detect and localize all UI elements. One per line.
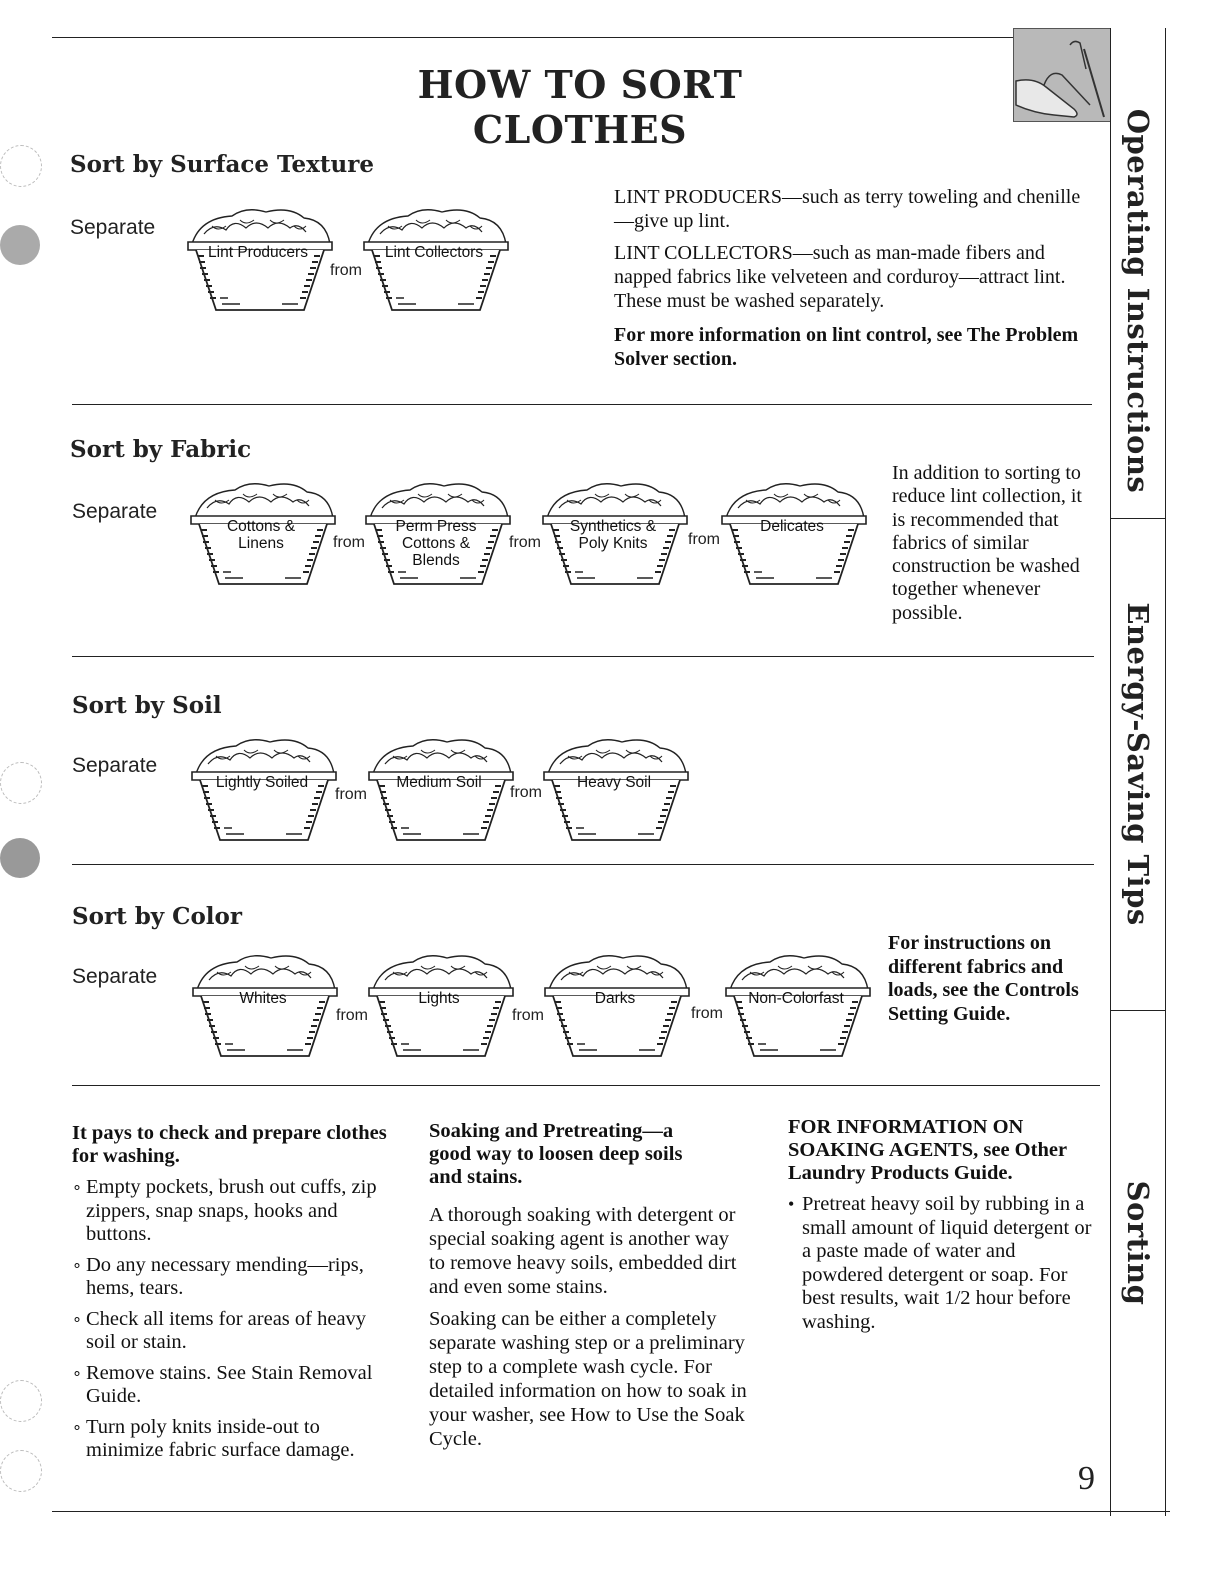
lint-notes xyxy=(614,185,1092,379)
basket-lightly-soiled xyxy=(186,734,338,844)
basket-darks xyxy=(539,950,691,1060)
top-rule xyxy=(52,37,1108,38)
column-soaking xyxy=(429,1120,747,1459)
side-tab-operating[interactable] xyxy=(1111,28,1165,519)
from-label: from xyxy=(509,534,541,551)
lint-collectors-note: LINT COLLECTORS—such as man-made fibers and napped fabrics like velveteen and corduroy—attract lint. These must be washed separately. xyxy=(614,242,1066,312)
hand-pointing-icon xyxy=(1013,28,1111,122)
side-tab-sorting[interactable] xyxy=(1111,1010,1165,1515)
from-label: from xyxy=(512,1007,544,1024)
list-item: ∘ Remove stains. See Stain Removal Guide. xyxy=(72,1362,392,1409)
controls-guide-note: For instructions on different fabrics and loads, see the Controls Setting Guide. xyxy=(888,932,1079,1025)
basket-synthetics xyxy=(537,478,689,588)
from-label: from xyxy=(335,786,367,803)
from-label: from xyxy=(691,1005,723,1022)
basket-perm-press xyxy=(360,478,512,588)
basket-lights xyxy=(363,950,515,1060)
basket-label: Lightly Soiled xyxy=(215,774,309,791)
basket-medium-soil xyxy=(363,734,515,844)
basket-cottons-linens xyxy=(185,478,337,588)
binder-hole xyxy=(0,1380,42,1422)
side-tab-energy[interactable] xyxy=(1111,518,1165,1011)
from-label: from xyxy=(688,531,720,548)
section-divider xyxy=(72,404,1092,405)
basket-label: Medium Soil xyxy=(396,774,482,791)
section-heading-color: Sort by Color xyxy=(72,903,242,930)
soaking-paragraph: Soaking can be either a completely separate washing step or a preliminary step to a complete wash cycle. For detailed information on how to soak in your washer, see How to Use the Soak Cycle. xyxy=(429,1308,747,1450)
basket-label: Perm Press Cottons & Blends xyxy=(395,518,477,569)
basket-whites xyxy=(187,950,339,1060)
binder-hole xyxy=(0,762,42,804)
side-tab-label: Sorting xyxy=(1121,1180,1155,1305)
from-label: from xyxy=(330,262,362,279)
section-divider xyxy=(72,656,1094,657)
basket-label: Delicates xyxy=(760,518,824,535)
basket-label: Whites xyxy=(239,990,287,1007)
prepare-heading: It pays to check and prepare clothes for washing. xyxy=(72,1122,387,1167)
section-divider xyxy=(72,1085,1100,1086)
basket-label: Non-Colorfast xyxy=(748,990,844,1007)
side-tab-label: Operating Instructions xyxy=(1121,108,1155,494)
lint-producers-note: LINT PRODUCERS—such as terry toweling and chenille—give up lint. xyxy=(614,186,1081,232)
binder-hole xyxy=(0,145,42,187)
fabric-note: In addition to sorting to reduce lint collection, it is recommended that fabrics of similar construction be washed together whenever possible. xyxy=(892,462,1082,624)
basket-non-colorfast xyxy=(720,950,872,1060)
basket-heavy-soil xyxy=(538,734,690,844)
basket-label: Cottons & Linens xyxy=(226,518,296,552)
basket-lint-collectors xyxy=(358,204,510,314)
basket-label: Lint Collectors xyxy=(384,244,484,261)
page-number: 9 xyxy=(1078,1460,1095,1497)
separate-label: Separate xyxy=(72,754,158,777)
lint-control-note: For more information on lint control, see The Problem Solver section. xyxy=(614,324,1079,370)
side-tab-label: Energy-Saving Tips xyxy=(1121,602,1155,926)
binder-hole xyxy=(0,225,40,265)
list-item: ∘ Do any necessary mending—rips, hems, tears. xyxy=(72,1254,392,1301)
basket-label: Lint Producers xyxy=(208,244,308,261)
bottom-rule xyxy=(52,1511,1170,1512)
soaking-paragraph: A thorough soaking with detergent or special soaking agent is another way to remove heavy soils, embedded dirt and even some stains. xyxy=(429,1204,737,1298)
agents-list xyxy=(788,1193,1094,1334)
agents-heading: FOR INFORMATION ON SOAKING AGENTS, see Other Laundry Products Guide. xyxy=(788,1116,1067,1184)
side-tab-bar xyxy=(1110,28,1166,1516)
column-agents xyxy=(788,1116,1094,1341)
prepare-list xyxy=(72,1176,392,1463)
section-heading-texture: Sort by Surface Texture xyxy=(70,151,374,178)
from-label: from xyxy=(333,534,365,551)
from-label: from xyxy=(510,784,542,801)
basket-label: Synthetics & Poly Knits xyxy=(569,518,657,552)
section-heading-fabric: Sort by Fabric xyxy=(70,436,252,463)
basket-label: Darks xyxy=(594,990,636,1007)
soaking-heading: Soaking and Pretreating—a good way to loosen deep soils and stains. xyxy=(429,1120,683,1188)
from-label: from xyxy=(336,1007,368,1024)
page-title: HOW TO SORT CLOTHES xyxy=(417,62,743,152)
section-heading-soil: Sort by Soil xyxy=(72,692,222,719)
list-item: ∘ Check all items for areas of heavy soil or stain. xyxy=(72,1308,392,1355)
separate-label: Separate xyxy=(72,500,158,523)
section-divider xyxy=(72,864,1094,865)
basket-label: Lights xyxy=(418,990,460,1007)
basket-label: Heavy Soil xyxy=(576,774,652,791)
separate-label: Separate xyxy=(72,965,158,988)
binder-hole xyxy=(0,1450,42,1492)
list-item: ∘ Turn poly knits inside-out to minimize fabric surface damage. xyxy=(72,1416,392,1463)
separate-label: Separate xyxy=(70,216,156,239)
binder-hole xyxy=(0,838,40,878)
basket-lint-producers xyxy=(182,204,334,314)
list-item: • Pretreat heavy soil by rubbing in a small amount of liquid detergent or a paste made of water and powdered detergent or soap. For best results, wait 1/2 hour before washing. xyxy=(788,1193,1094,1334)
basket-delicates xyxy=(716,478,868,588)
column-prepare xyxy=(72,1122,392,1470)
list-item: ∘ Empty pockets, brush out cuffs, zip zippers, snap snaps, hooks and buttons. xyxy=(72,1176,392,1247)
